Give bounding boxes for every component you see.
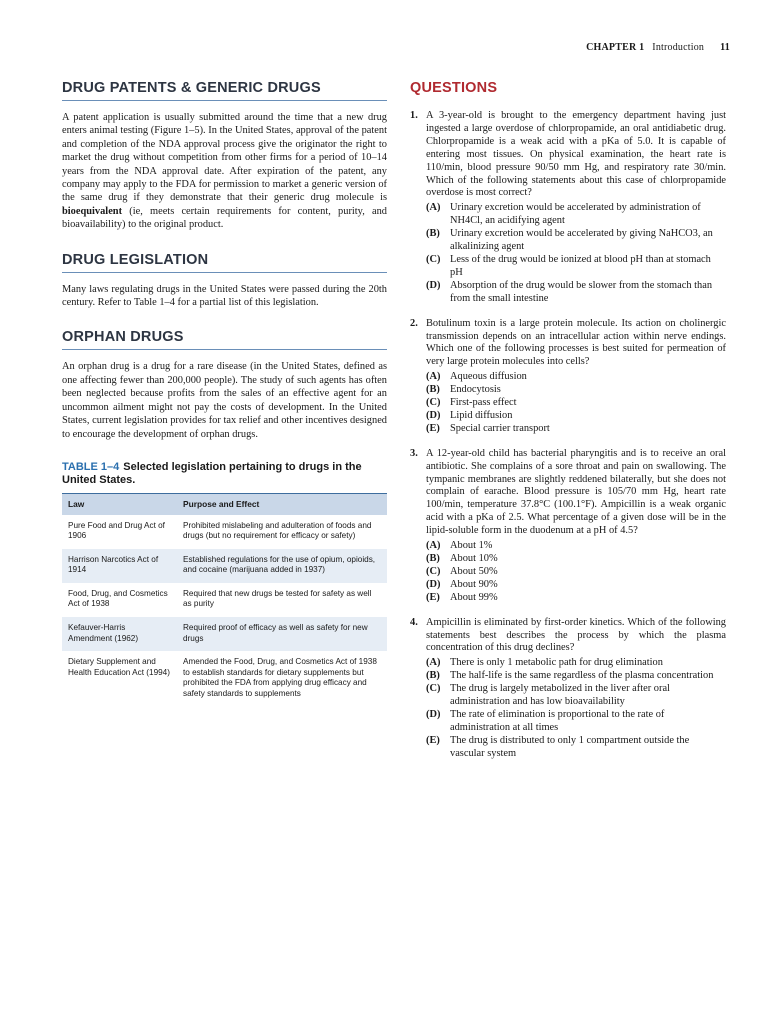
law-cell: Kefauver-Harris Amendment (1962) xyxy=(62,617,177,651)
option-text: The drug is largely metabolized in the liver after oral administration and has low bioavailability xyxy=(450,683,670,708)
option-letter: (B) xyxy=(426,670,440,682)
answer-options xyxy=(426,371,726,436)
answer-option xyxy=(426,280,726,306)
patents-text-1: A patent application is usually submitted around the time that a new drug enters animal testing (Figure 1–5). In the United States, approval of the patent and completion of the NDA approval process give the originator the right to market the drug without competition from other firms for a period of 10–14 years from the NDA approval date. After expiration of the patent, any company may apply to the FDA for permission to market a generic version of the same drug if they demonstrate that their generic drug molecule is xyxy=(62,112,387,204)
option-letter: (D) xyxy=(426,409,441,421)
answer-options xyxy=(426,202,726,305)
answer-option xyxy=(426,579,726,592)
answer-option xyxy=(426,254,726,280)
question-number: 2. xyxy=(410,317,418,329)
option-letter: (B) xyxy=(426,384,440,396)
option-text: Urinary excretion would be accelerated by administration of NH4Cl, an acidifying agent xyxy=(450,202,701,227)
patents-heading: DRUG PATENTS & GENERIC DRUGS xyxy=(62,80,387,101)
answer-options xyxy=(426,540,726,605)
option-text: The drug is distributed to only 1 compartment outside the vascular system xyxy=(450,734,690,759)
law-cell: Food, Drug, and Cosmetics Act of 1938 xyxy=(68,588,168,609)
question-number: 3. xyxy=(410,447,418,459)
option-letter: (D) xyxy=(426,279,441,291)
law-cell: Dietary Supplement and Health Education Act (1994) xyxy=(68,657,170,677)
answer-option xyxy=(426,228,726,254)
purpose-cell: Established regulations for the use of opium, opioids, and cocaine (marijuana added in 1937) xyxy=(177,549,387,583)
option-text: About 90% xyxy=(450,578,498,590)
option-text: First-pass effect xyxy=(450,397,517,409)
option-text: Less of the drug would be ionized at blood pH than at stomach pH xyxy=(450,253,711,278)
legislation-paragraph: Many laws regulating drugs in the United States were passed during the 20th century. Refer to Table 1–4 for a partial list of this legislation. xyxy=(62,283,387,309)
table-header-row xyxy=(62,493,387,514)
header-purpose: Purpose and Effect xyxy=(177,493,387,514)
left-column xyxy=(62,80,387,707)
option-letter: (A) xyxy=(426,657,441,669)
table-caption: Selected legislation pertaining to drugs in the United States. xyxy=(62,460,362,486)
option-text: Urinary excretion would be accelerated by giving NaHCO3, an alkalinizing agent xyxy=(450,228,713,253)
option-text: The half-life is the same regardless of the plasma concentration xyxy=(450,670,714,682)
option-text: There is only 1 metabolic path for drug elimination xyxy=(450,657,663,669)
question-item xyxy=(410,110,726,306)
answer-option xyxy=(426,670,726,683)
question-list xyxy=(410,110,726,761)
option-letter: (D) xyxy=(426,708,441,720)
answer-option xyxy=(426,735,726,761)
answer-option xyxy=(426,683,726,709)
question-number: 1. xyxy=(410,110,418,121)
law-cell: Pure Food and Drug Act of 1906 xyxy=(68,520,165,541)
option-letter: (A) xyxy=(426,202,441,214)
option-letter: (E) xyxy=(426,422,440,434)
orphan-heading: ORPHAN DRUGS xyxy=(62,329,387,350)
option-letter: (C) xyxy=(426,253,441,265)
answer-option xyxy=(426,709,726,735)
patents-bold-term: bioequivalent xyxy=(62,205,123,217)
header-law: Law xyxy=(62,493,177,514)
question-stem: Ampicillin is eliminated by first-order kinetics. Which of the following statements best describes the process by which the plasma concentration of this drug declines? xyxy=(426,616,726,654)
question-number: 4. xyxy=(410,616,418,628)
question-stem: Botulinum toxin is a large protein molecule. Its action on cholinergic transmission depends on an intracellular action within nerve endings. Which one of the following processes is best suited for permeation of very large protein molecules into cells? xyxy=(426,317,726,368)
question-stem: A 3-year-old is brought to the emergency department having just ingested a large overdose of chlorpropamide, an oral antidiabetic drug. Chlorpropamide is a weak acid with a pKa of 5.0. It is capable of entering most tissues. On physical examination, the heart rate is 110/min, blood pressure 90/50 mm Hg, and respiratory rate 30/min. Which of the following statements about this case of chlorpropamide overdose is most correct? xyxy=(426,110,726,199)
answer-option xyxy=(426,657,726,670)
option-text: About 1% xyxy=(450,540,493,552)
chapter-title: Introduction xyxy=(652,42,705,53)
answer-option xyxy=(426,423,726,436)
chapter-label: CHAPTER 1 xyxy=(586,42,645,53)
answer-option xyxy=(426,566,726,579)
answer-option xyxy=(426,410,726,423)
question-item xyxy=(410,318,726,436)
patents-text-2: (ie, meets certain requirements for content, purity, and bioavailability) to the original product. xyxy=(62,205,387,231)
purpose-cell: Prohibited mislabeling and adulteration of foods and drugs (but no requirement for efficacy or safety) xyxy=(183,520,372,541)
law-cell: Harrison Narcotics Act of 1914 xyxy=(62,549,177,583)
patents-paragraph xyxy=(62,111,387,232)
option-letter: (A) xyxy=(426,371,441,383)
table-title xyxy=(62,461,387,487)
running-head xyxy=(586,42,730,53)
option-text: Aqueous diffusion xyxy=(450,371,527,383)
option-text: Absorption of the drug would be slower from the stomach than from the small intestine xyxy=(450,279,713,304)
legislation-heading: DRUG LEGISLATION xyxy=(62,252,387,273)
purpose-cell: Required proof of efficacy as well as safety for new drugs xyxy=(177,617,387,651)
table-row xyxy=(62,515,387,549)
option-letter: (D) xyxy=(426,578,441,590)
table-row xyxy=(62,583,387,617)
legislation-table xyxy=(62,493,387,707)
option-letter: (E) xyxy=(426,734,440,746)
purpose-cell: Amended the Food, Drug, and Cosmetics Act of 1938 to establish standards for dietary supplements but prohibited the FDA from applying drug efficacy and safety standards to supplements xyxy=(183,657,377,699)
question-stem: A 12-year-old child has bacterial pharyngitis and is to receive an oral antibiotic. She complains of a sore throat and pain on swallowing. The tympanic membranes are slightly reddened bilaterally, but she does not complain of earache. Blood pressure is 105/70 mm Hg, heart rate 100/min, temperature 37.8°C (100.1°F). Ampicillin is a weak organic acid with a pKa of 2.5. What percentage of a given dose will be in the lipid-soluble form in the duodenum at a pH of 4.5? xyxy=(426,447,726,537)
option-text: About 50% xyxy=(450,565,498,577)
table-label: TABLE 1–4 xyxy=(62,460,120,473)
question-item xyxy=(410,617,726,761)
answer-option xyxy=(426,202,726,228)
answer-option xyxy=(426,540,726,553)
answer-options xyxy=(426,657,726,760)
option-letter: (E) xyxy=(426,591,440,603)
option-text: About 10% xyxy=(450,553,498,564)
answer-option xyxy=(426,397,726,410)
option-letter: (C) xyxy=(426,565,441,577)
question-item xyxy=(410,448,726,605)
option-text: About 99% xyxy=(450,591,498,603)
answer-option xyxy=(426,384,726,397)
table-row xyxy=(62,549,387,583)
option-letter: (B) xyxy=(426,553,440,564)
option-letter: (C) xyxy=(426,683,441,695)
answer-option xyxy=(426,592,726,605)
option-text: The rate of elimination is proportional to the rate of administration at all times xyxy=(450,708,665,733)
answer-option xyxy=(426,553,726,566)
table-row xyxy=(62,617,387,651)
questions-heading: QUESTIONS xyxy=(410,80,498,96)
option-letter: (B) xyxy=(426,228,440,240)
option-letter: (C) xyxy=(426,397,441,409)
option-text: Lipid diffusion xyxy=(450,409,513,421)
option-letter: (A) xyxy=(426,540,441,552)
orphan-paragraph: An orphan drug is a drug for a rare disease (in the United States, defined as one affecting fewer than 200,000 people). The study of such agents has often been neglected because profits from the sales of an effective agent for an uncommon ailment might not pay the costs of development. In the United States, current legislation provides for tax relief and other incentives designed to encourage the development of orphan drugs. xyxy=(62,361,387,440)
answer-option xyxy=(426,371,726,384)
table-row xyxy=(62,651,387,706)
purpose-cell: Required that new drugs be tested for safety as well as purity xyxy=(183,588,372,609)
option-text: Endocytosis xyxy=(450,384,501,396)
right-column xyxy=(410,80,726,773)
page-number: 11 xyxy=(720,42,730,53)
option-text: Special carrier transport xyxy=(450,422,550,434)
